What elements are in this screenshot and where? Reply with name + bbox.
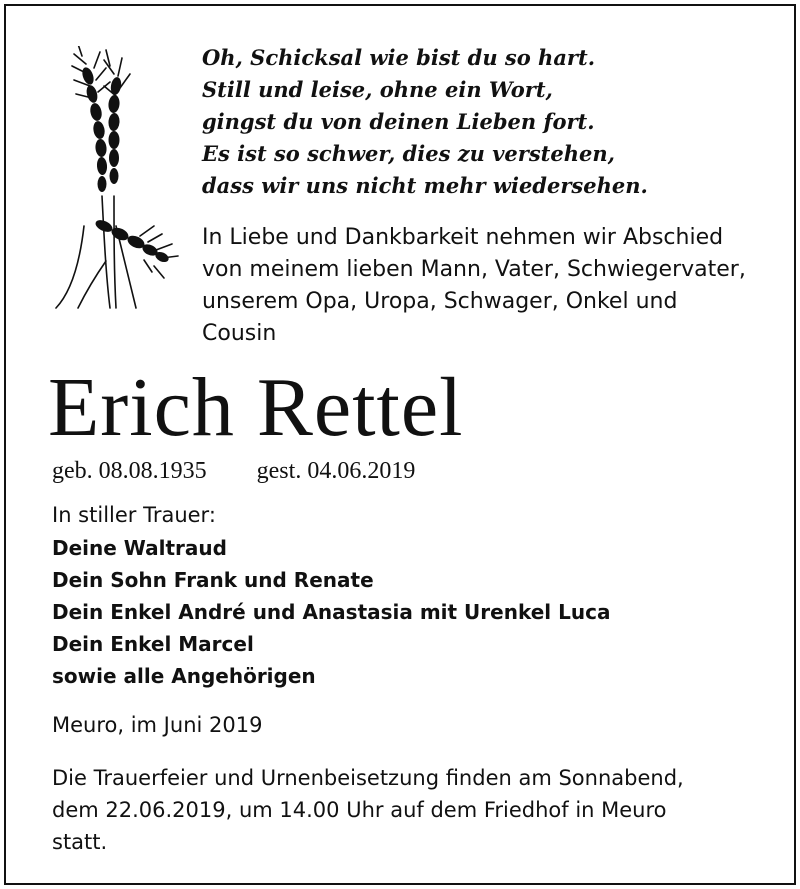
mourner-entry: Dein Enkel André und Anastasia mit Urenkel Luca [52, 600, 611, 624]
poem-line: Es ist so schwer, dies zu verstehen, [202, 141, 615, 166]
mourner-entry: Deine Waltraud [52, 536, 227, 560]
life-dates [52, 456, 415, 486]
intro-line: unserem Opa, Uropa, Schwager, Onkel und [202, 289, 678, 314]
wheat-ears-icon [44, 46, 184, 311]
funeral-line: Die Trauerfeier und Urnenbeisetzung finden am Sonnabend, [52, 766, 684, 790]
mourning-label: In stiller Trauer: [52, 503, 216, 527]
memorial-poem [202, 42, 648, 202]
death-date: gest. 04.06.2019 [256, 458, 416, 484]
poem-line: Oh, Schicksal wie bist du so hart. [202, 45, 596, 70]
mourner-entry: Dein Sohn Frank und Renate [52, 568, 374, 592]
intro-line: Cousin [202, 321, 277, 346]
intro-line: von meinem lieben Mann, Vater, Schwiegervater, [202, 257, 746, 282]
intro-line: In Liebe und Dankbarkeit nehmen wir Abschied [202, 225, 724, 250]
poem-line: Still und leise, ohne ein Wort, [202, 77, 553, 102]
poem-line: dass wir uns nicht mehr wiedersehen. [202, 173, 648, 198]
deceased-name: Erich Rettel [48, 361, 464, 454]
obituary-notice [4, 4, 796, 885]
birth-date: geb. 08.08.1935 [52, 458, 207, 484]
place-and-date: Meuro, im Juni 2019 [52, 713, 263, 737]
funeral-info [52, 762, 772, 858]
mourner-entry: Dein Enkel Marcel [52, 632, 254, 656]
funeral-line: statt. [52, 830, 108, 854]
mourner-entry: sowie alle Angehörigen [52, 664, 316, 688]
farewell-intro [202, 222, 782, 350]
mourners-list [52, 532, 610, 692]
poem-line: gingst du von deinen Lieben fort. [202, 109, 595, 134]
funeral-line: dem 22.06.2019, um 14.00 Uhr auf dem Friedhof in Meuro [52, 798, 667, 822]
